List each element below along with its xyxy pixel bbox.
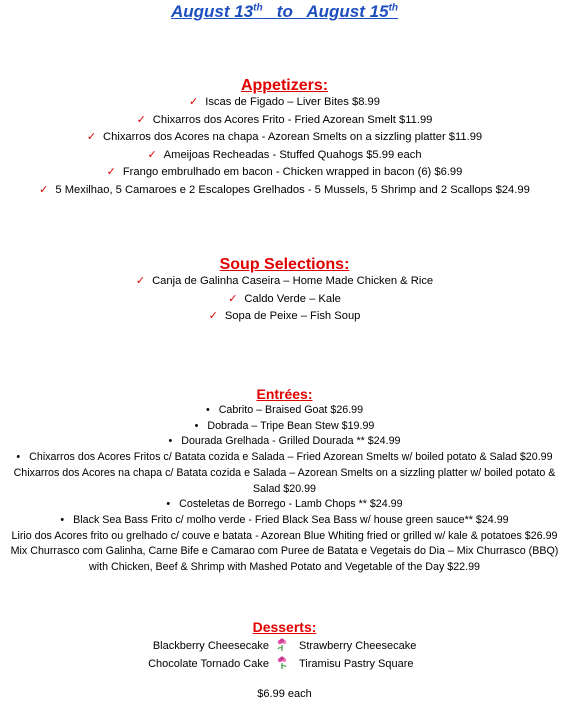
dessert-item: Strawberry Cheesecake [299, 640, 417, 652]
bullet-icon: • [166, 498, 171, 511]
desserts-heading: Desserts: [252, 619, 317, 635]
title-start-date: August 13th [170, 2, 263, 21]
entrees-heading: Entrées: [256, 386, 313, 402]
soups-heading: Soup Selections: [219, 256, 350, 273]
checkmark-icon: ✓ [135, 275, 146, 287]
list-item: • Cabrito – Braised Goat $26.99 [205, 404, 364, 416]
list-item: ✓ Chixarros dos Acores Frito - Fried Azorean Smelt $11.99 [136, 113, 433, 126]
list-item: ✓ 5 Mexilhao, 5 Camaroes e 2 Escalopes Grelhados - 5 Mussels, 5 Shrimp and 2 Scallops $24.99 [39, 183, 530, 196]
list-item: ✓ Sopa de Peixe – Fish Soup [208, 310, 361, 323]
dessert-item: Chocolate Tornado Cake [148, 658, 269, 670]
bullet-icon: • [16, 451, 21, 464]
bullet-icon: • [60, 513, 65, 526]
appetizers-heading: Appetizers: [240, 77, 329, 94]
page-title [0, 2, 569, 22]
list-item: ✓ Frango embrulhado em bacon - Chicken wrapped in bacon (6) $6.99 [106, 166, 463, 179]
checkmark-icon: ✓ [228, 292, 238, 305]
list-item: Lirio dos Acores frito ou grelhado c/ couve e batata - Azorean Blue Whiting fried or grilled w/ kale & potatoes $26.99 [11, 529, 558, 542]
title-end-date: August 15th [306, 2, 399, 21]
list-item: ✓ Iscas de Figado – Liver Bites $8.99 [189, 96, 380, 108]
list-item: ✓ Canja de Galinha Caseira – Home Made Chicken & Rice [135, 275, 434, 287]
appetizers-list [0, 94, 569, 200]
dessert-item: Tiramisu Pastry Square [299, 658, 414, 670]
dessert-item: Blackberry Cheesecake [152, 640, 269, 652]
flower-icon [275, 656, 289, 670]
list-item: • Dourada Grelhada - Grilled Dourada ** $24.99 [168, 435, 401, 448]
list-item: • Dobrada – Tripe Bean Stew $19.99 [194, 419, 375, 432]
checkmark-icon: ✓ [106, 166, 116, 179]
list-item: • Costeletas de Borrego - Lamb Chops ** $24.99 [166, 498, 403, 511]
dessert-price: $6.99 each [257, 688, 312, 700]
list-item: ✓ Ameijoas Recheadas - Stuffed Quahogs $5.99 each [147, 148, 422, 161]
title-connector: to [276, 2, 293, 21]
list-item: ✓ Caldo Verde – Kale [228, 292, 341, 305]
checkmark-icon: ✓ [189, 96, 199, 108]
checkmark-icon: ✓ [136, 113, 146, 126]
soups-list [0, 273, 569, 326]
bullet-icon: • [194, 419, 199, 432]
list-item: Mix Churrasco com Galinha, Carne Bife e Camarao com Puree de Batata e Vegetais do Dia – Mix Churrasco (BBQ) with Chicken, Beef & Shrimp with Mashed Potato and Vegetable of the Day $22.99 [10, 545, 559, 574]
list-item: • Black Sea Bass Frito c/ molho verde - Fried Black Sea Bass w/ house green sauce** $24.99 [60, 513, 509, 526]
list-item: • Chixarros dos Acores Fritos c/ Batata cozida e Salada – Fried Azorean Smelts w/ boiled potato & Salad $20.99 [16, 451, 553, 464]
bullet-icon: • [168, 435, 173, 448]
checkmark-icon: ✓ [39, 183, 49, 196]
checkmark-icon: ✓ [86, 131, 97, 144]
checkmark-icon: ✓ [208, 310, 218, 323]
list-item: Chixarros dos Acores na chapa c/ Batata cozida e Salada – Azorean Smelts on a sizzling platter w/ boiled potato & Salad $20.99 [13, 466, 556, 495]
list-item: ✓ Chixarros dos Acores na chapa - Azorean Smelts on a sizzling platter $11.99 [86, 131, 483, 144]
entrees-list [0, 403, 569, 576]
checkmark-icon: ✓ [147, 148, 157, 161]
bullet-icon: • [205, 404, 210, 416]
flower-icon [275, 638, 289, 652]
